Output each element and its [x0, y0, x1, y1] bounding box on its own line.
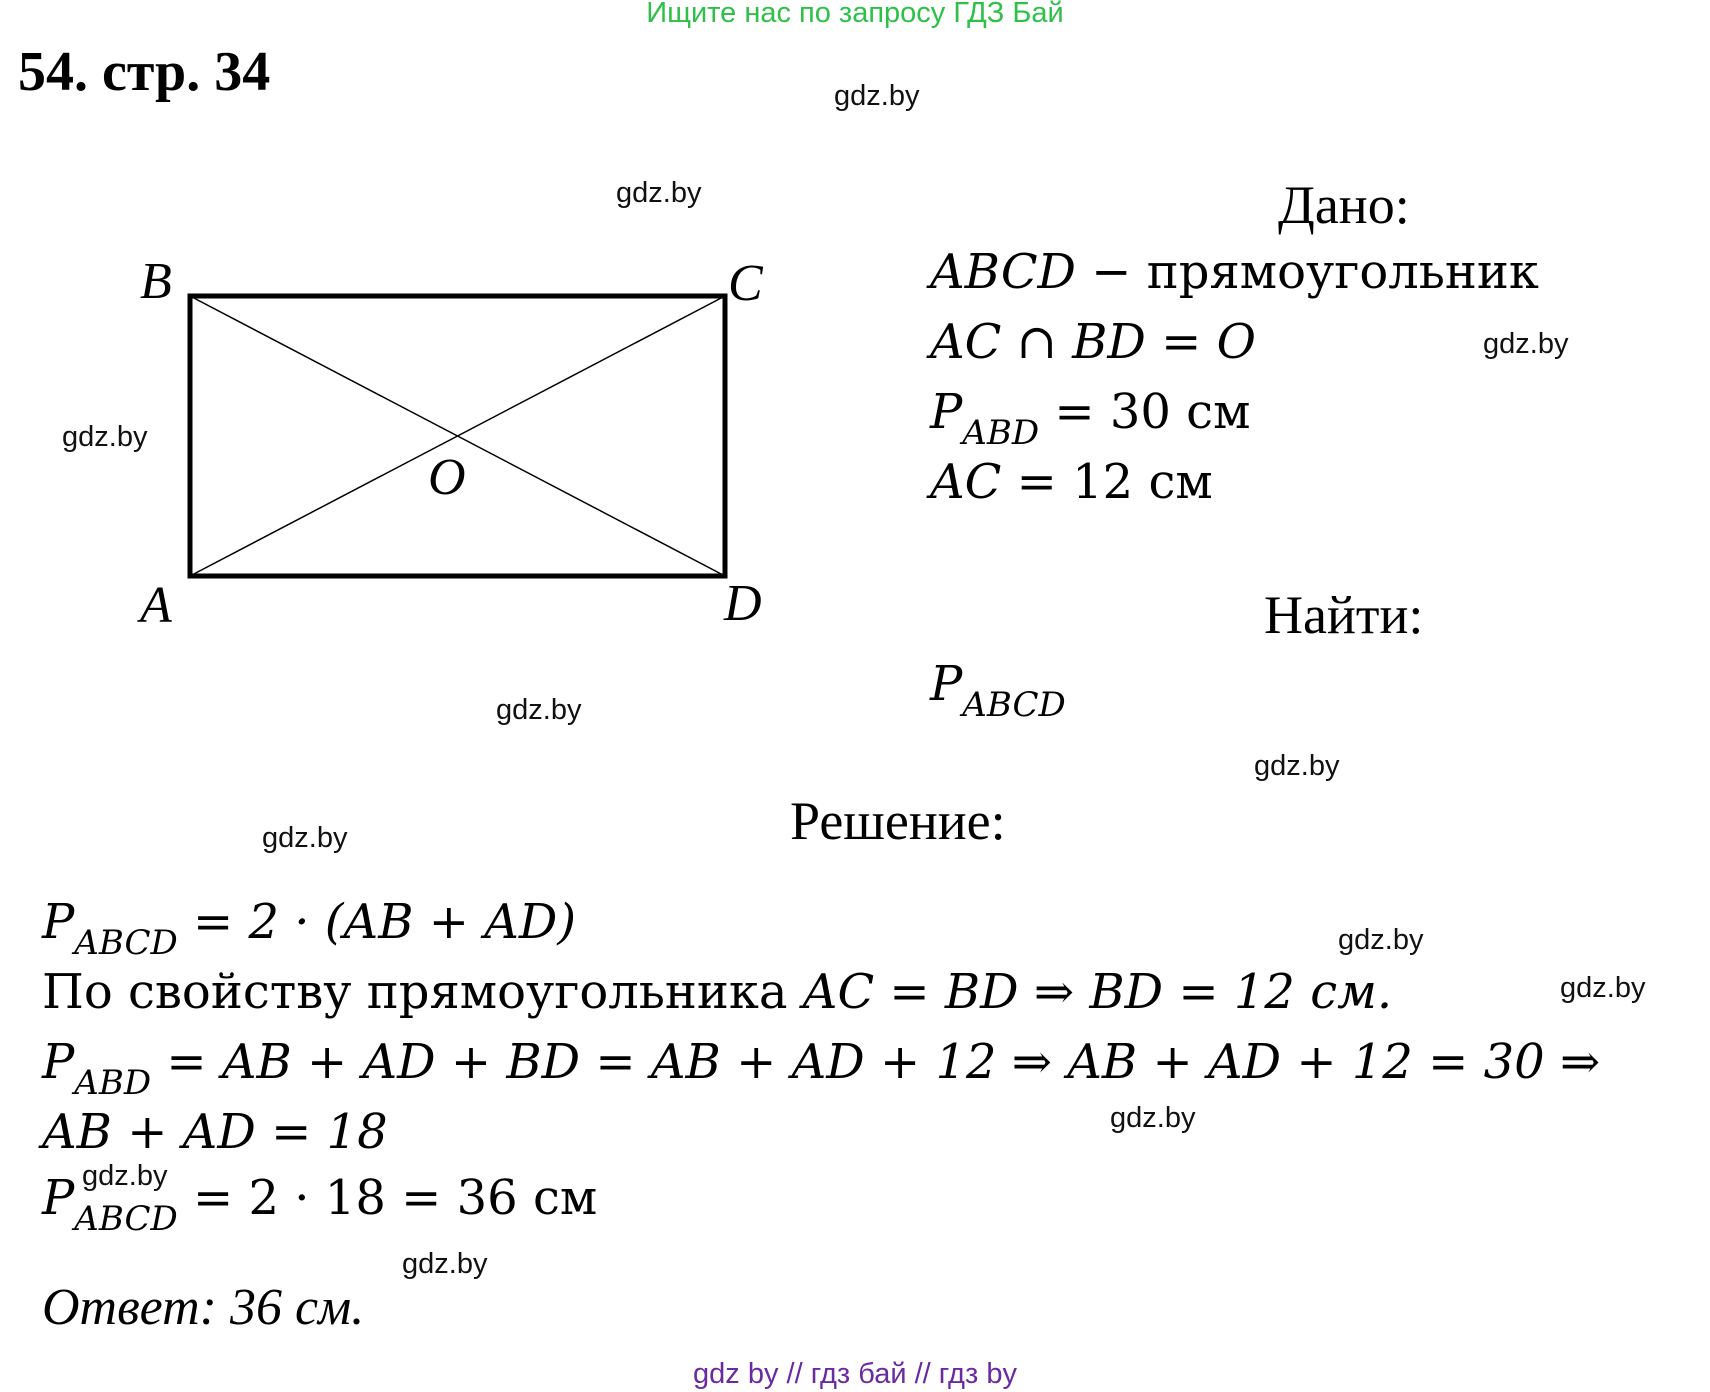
watermark: gdz.by — [82, 1160, 168, 1192]
formula: AC = BD ⇒ BD = 12 см. — [802, 964, 1393, 1020]
given-figure-name: ABCD — [930, 244, 1077, 300]
find-line — [930, 656, 1066, 725]
perimeter-symbol: P — [42, 894, 75, 950]
perimeter-subscript: ABCD — [74, 923, 178, 963]
perimeter-symbol: P — [42, 1034, 75, 1090]
vertex-label-d: D — [724, 575, 762, 632]
perimeter-subscript: ABCD — [962, 685, 1066, 725]
formula: = 2 · (AB + AD) — [177, 894, 577, 950]
perimeter-subscript: ABD — [74, 1063, 152, 1103]
watermark: gdz.by — [262, 822, 348, 854]
page-title: 54. стр. 34 — [18, 41, 271, 103]
watermark: gdz.by — [1254, 750, 1340, 782]
search-banner: Ищите нас по запросу ГДЗ Бай — [646, 0, 1064, 29]
reasoning-text: По свойству прямоугольника — [42, 964, 803, 1020]
find-title: Найти: — [1264, 585, 1424, 645]
given-line-1 — [930, 244, 1539, 300]
watermark: gdz.by — [62, 421, 148, 453]
watermark: gdz.by — [1483, 328, 1569, 360]
watermark: gdz.by — [1560, 972, 1646, 1004]
given-segment: AC — [930, 454, 1002, 510]
watermark: gdz.by — [402, 1248, 488, 1280]
perimeter-symbol: P — [42, 1170, 75, 1226]
given-line-3 — [930, 384, 1251, 453]
footer-links: gdz by // гдз бай // гдз by — [693, 1358, 1017, 1390]
perimeter-symbol: P — [930, 384, 963, 440]
watermark: gdz.by — [1110, 1102, 1196, 1134]
formula: = AB + AD + BD = AB + AD + 12 ⇒ AB + AD + 12 = 30 ⇒ — [151, 1034, 1601, 1090]
vertex-label-a: A — [140, 577, 172, 634]
watermark: gdz.by — [616, 177, 702, 209]
perimeter-subscript: ABCD — [74, 1199, 178, 1239]
given-line-2: AC ∩ BD = O — [930, 314, 1256, 370]
perimeter-subscript: ABD — [962, 413, 1040, 453]
solution-line-1 — [42, 894, 577, 963]
solution-title: Решение: — [790, 791, 1006, 851]
center-label-o: O — [428, 449, 466, 506]
solution-line-5 — [42, 1170, 598, 1239]
solution-line-4: AB + AD = 18 — [42, 1104, 388, 1160]
solution-line-3 — [42, 1034, 1601, 1103]
given-value: = 30 см — [1039, 384, 1251, 440]
vertex-label-b: B — [140, 253, 172, 310]
solution-line-2 — [42, 964, 1392, 1020]
given-title: Дано: — [1278, 175, 1410, 235]
formula: = 2 · 18 = 36 см — [177, 1170, 598, 1226]
vertex-label-c: C — [728, 255, 763, 312]
perimeter-symbol: P — [930, 656, 963, 712]
watermark: gdz.by — [1338, 924, 1424, 956]
given-figure-type: − прямоугольник — [1076, 244, 1539, 300]
given-line-4 — [930, 454, 1213, 510]
answer: Ответ: 36 см. — [42, 1279, 365, 1336]
watermark: gdz.by — [834, 80, 920, 112]
watermark: gdz.by — [496, 694, 582, 726]
rectangle-figure — [0, 0, 820, 660]
given-value: = 12 см — [1001, 454, 1213, 510]
